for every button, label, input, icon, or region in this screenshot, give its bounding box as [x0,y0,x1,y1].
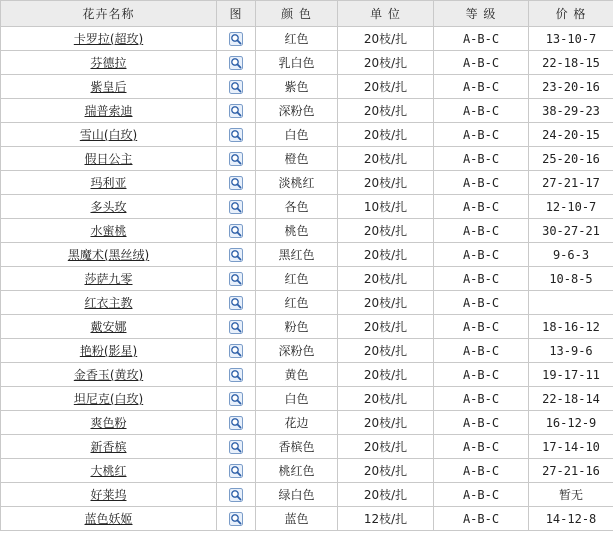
flower-name-link[interactable]: 戴安娜 [90,320,127,334]
flower-name-cell [1,483,217,507]
flower-price-cell: 25-20-16 [529,147,613,171]
magnifier-icon[interactable] [229,296,243,310]
image-cell [217,75,256,99]
image-cell [217,171,256,195]
flower-grade-cell: A-B-C [434,339,529,363]
flower-color-cell: 各色 [256,195,338,219]
flower-unit-cell: 20枝/扎 [338,27,434,51]
table-row [1,51,613,75]
flower-price-cell [529,291,613,315]
header-color: 颜 色 [256,1,338,27]
magnifier-icon[interactable] [229,488,243,502]
flower-unit-cell: 20枝/扎 [338,411,434,435]
flower-color-cell: 白色 [256,123,338,147]
magnifier-icon[interactable] [229,104,243,118]
flower-name-link[interactable]: 大桃红 [90,464,127,478]
image-cell [217,291,256,315]
header-price: 价 格 [529,1,613,27]
flower-name-link[interactable]: 坦尼克(白玫) [73,392,144,406]
flower-price-cell: 19-17-11 [529,363,613,387]
flower-color-cell: 深粉色 [256,339,338,363]
table-row [1,459,613,483]
flower-color-cell: 深粉色 [256,99,338,123]
flower-grade-cell: A-B-C [434,507,529,531]
flower-price-cell: 10-8-5 [529,267,613,291]
flower-unit-cell: 20枝/扎 [338,483,434,507]
image-cell [217,315,256,339]
table-row [1,171,613,195]
table-row [1,219,613,243]
image-cell [217,459,256,483]
magnifier-icon[interactable] [229,416,243,430]
flower-grade-cell: A-B-C [434,243,529,267]
flower-grade-cell: A-B-C [434,411,529,435]
flower-price-cell: 暂无 [529,483,613,507]
image-cell [217,27,256,51]
magnifier-icon[interactable] [229,392,243,406]
magnifier-icon[interactable] [229,128,243,142]
flower-unit-cell: 20枝/扎 [338,99,434,123]
image-cell [217,411,256,435]
flower-price-cell: 12-10-7 [529,195,613,219]
flower-name-cell [1,75,217,99]
flower-color-cell: 绿白色 [256,483,338,507]
flower-price-cell: 23-20-16 [529,75,613,99]
flower-name-link[interactable]: 爽色粉 [90,416,127,430]
flower-color-cell: 黑红色 [256,243,338,267]
header-grade: 等 级 [434,1,529,27]
flower-price-cell: 38-29-23 [529,99,613,123]
flower-grade-cell: A-B-C [434,171,529,195]
flower-price-cell: 27-21-17 [529,171,613,195]
table-row [1,315,613,339]
flower-name-cell [1,99,217,123]
flower-grade-cell: A-B-C [434,387,529,411]
flower-grade-cell: A-B-C [434,363,529,387]
magnifier-icon[interactable] [229,224,243,238]
flower-price-cell: 13-10-7 [529,27,613,51]
flower-color-cell: 紫色 [256,75,338,99]
table-header-row [1,1,613,27]
table-row [1,267,613,291]
image-cell [217,507,256,531]
flower-name-cell [1,363,217,387]
flower-grade-cell: A-B-C [434,483,529,507]
flower-unit-cell: 20枝/扎 [338,267,434,291]
flower-name-cell [1,123,217,147]
flower-name-cell [1,147,217,171]
table-row [1,435,613,459]
magnifier-icon[interactable] [229,56,243,70]
flower-grade-cell: A-B-C [434,195,529,219]
flower-grade-cell: A-B-C [434,435,529,459]
flower-name-link[interactable]: 假日公主 [84,152,133,166]
flower-price-cell: 9-6-3 [529,243,613,267]
flower-price-cell: 16-12-9 [529,411,613,435]
flower-unit-cell: 12枝/扎 [338,507,434,531]
flower-name-link[interactable]: 瑞普索迪 [84,104,133,118]
table-row [1,195,613,219]
flower-grade-cell: A-B-C [434,219,529,243]
flower-unit-cell: 10枝/扎 [338,195,434,219]
flower-color-cell: 红色 [256,291,338,315]
flower-unit-cell: 20枝/扎 [338,219,434,243]
table-row [1,483,613,507]
flower-grade-cell: A-B-C [434,315,529,339]
flower-name-link[interactable]: 艳粉(影星) [79,344,138,358]
magnifier-icon[interactable] [229,368,243,382]
magnifier-icon[interactable] [229,344,243,358]
table-row [1,339,613,363]
magnifier-icon[interactable] [229,248,243,262]
flower-name-cell [1,459,217,483]
table-row [1,291,613,315]
magnifier-icon[interactable] [229,80,243,94]
image-cell [217,195,256,219]
image-cell [217,387,256,411]
table-row [1,99,613,123]
flower-price-cell: 17-14-10 [529,435,613,459]
image-cell [217,219,256,243]
flower-name-cell [1,243,217,267]
flower-unit-cell: 20枝/扎 [338,147,434,171]
flower-name-link[interactable]: 芬德拉 [90,56,127,70]
magnifier-icon[interactable] [229,200,243,214]
table-row [1,75,613,99]
flower-unit-cell: 20枝/扎 [338,75,434,99]
flower-unit-cell: 20枝/扎 [338,291,434,315]
flower-color-cell: 淡桃红 [256,171,338,195]
flower-unit-cell: 20枝/扎 [338,315,434,339]
table-row [1,123,613,147]
flower-name-link[interactable]: 黑魔术(黑丝绒) [67,248,150,262]
flower-grade-cell: A-B-C [434,459,529,483]
flower-unit-cell: 20枝/扎 [338,387,434,411]
flower-name-link[interactable]: 多头玫 [90,200,127,214]
table-row [1,387,613,411]
flower-color-cell: 花边 [256,411,338,435]
flower-unit-cell: 20枝/扎 [338,123,434,147]
flower-name-cell [1,195,217,219]
flower-unit-cell: 20枝/扎 [338,339,434,363]
table-row [1,363,613,387]
flower-color-cell: 红色 [256,27,338,51]
flower-price-cell: 24-20-15 [529,123,613,147]
flower-name-link[interactable]: 玛利亚 [90,176,127,190]
flower-unit-cell: 20枝/扎 [338,51,434,75]
flower-color-cell: 白色 [256,387,338,411]
flower-name-cell [1,291,217,315]
flower-name-cell [1,339,217,363]
flower-name-cell [1,219,217,243]
image-cell [217,363,256,387]
magnifier-icon[interactable] [229,152,243,166]
flower-grade-cell: A-B-C [434,51,529,75]
flower-color-cell: 黄色 [256,363,338,387]
flower-name-cell [1,387,217,411]
image-cell [217,51,256,75]
table-row [1,411,613,435]
flower-color-cell: 红色 [256,267,338,291]
flower-name-link[interactable]: 新香槟 [90,440,127,454]
flower-name-link[interactable]: 卡罗拉(超玫) [73,32,144,46]
header-image: 图 [217,1,256,27]
flower-grade-cell: A-B-C [434,123,529,147]
flower-unit-cell: 20枝/扎 [338,171,434,195]
image-cell [217,483,256,507]
flower-color-cell: 香槟色 [256,435,338,459]
flower-name-cell [1,171,217,195]
flower-name-link[interactable]: 好莱坞 [90,488,127,502]
flower-grade-cell: A-B-C [434,75,529,99]
image-cell [217,435,256,459]
image-cell [217,147,256,171]
flower-color-cell: 蓝色 [256,507,338,531]
flower-name-cell [1,411,217,435]
flower-price-cell: 22-18-14 [529,387,613,411]
flower-name-link[interactable]: 蓝色妖姬 [84,512,133,526]
flower-grade-cell: A-B-C [434,147,529,171]
table-body [1,27,613,531]
flower-name-link[interactable]: 红衣主教 [84,296,133,310]
magnifier-icon[interactable] [229,440,243,454]
flower-price-cell: 13-9-6 [529,339,613,363]
magnifier-icon[interactable] [229,464,243,478]
flower-unit-cell: 20枝/扎 [338,435,434,459]
flower-price-cell: 22-18-15 [529,51,613,75]
flower-color-cell: 粉色 [256,315,338,339]
magnifier-icon[interactable] [229,320,243,334]
flower-color-cell: 桃色 [256,219,338,243]
flower-name-cell [1,51,217,75]
table-row [1,243,613,267]
flower-name-cell [1,315,217,339]
flower-grade-cell: A-B-C [434,267,529,291]
flower-grade-cell: A-B-C [434,27,529,51]
image-cell [217,123,256,147]
image-cell [217,243,256,267]
table-row [1,147,613,171]
flower-name-cell [1,435,217,459]
header-flower-name: 花卉名称 [1,1,217,27]
image-cell [217,339,256,363]
flower-name-link[interactable]: 水蜜桃 [90,224,127,238]
flower-unit-cell: 20枝/扎 [338,243,434,267]
flower-unit-cell: 20枝/扎 [338,459,434,483]
image-cell [217,267,256,291]
flower-name-cell [1,507,217,531]
flower-name-cell [1,27,217,51]
flower-grade-cell: A-B-C [434,99,529,123]
flower-price-cell: 27-21-16 [529,459,613,483]
table-row [1,507,613,531]
flower-price-cell: 18-16-12 [529,315,613,339]
magnifier-icon[interactable] [229,512,243,526]
flower-grade-cell: A-B-C [434,291,529,315]
flower-color-cell: 橙色 [256,147,338,171]
magnifier-icon[interactable] [229,176,243,190]
magnifier-icon[interactable] [229,272,243,286]
flower-name-link[interactable]: 紫皇后 [90,80,127,94]
magnifier-icon[interactable] [229,32,243,46]
image-cell [217,99,256,123]
header-unit: 单 位 [338,1,434,27]
table-row [1,27,613,51]
flower-color-cell: 桃红色 [256,459,338,483]
flower-name-link[interactable]: 莎萨九零 [84,272,133,286]
flower-name-cell [1,267,217,291]
flower-unit-cell: 20枝/扎 [338,363,434,387]
flower-price-cell: 30-27-21 [529,219,613,243]
flower-name-link[interactable]: 金香玉(黄玫) [73,368,144,382]
flower-name-link[interactable]: 雪山(白玫) [79,128,138,142]
flower-price-cell: 14-12-8 [529,507,613,531]
flower-color-cell: 乳白色 [256,51,338,75]
